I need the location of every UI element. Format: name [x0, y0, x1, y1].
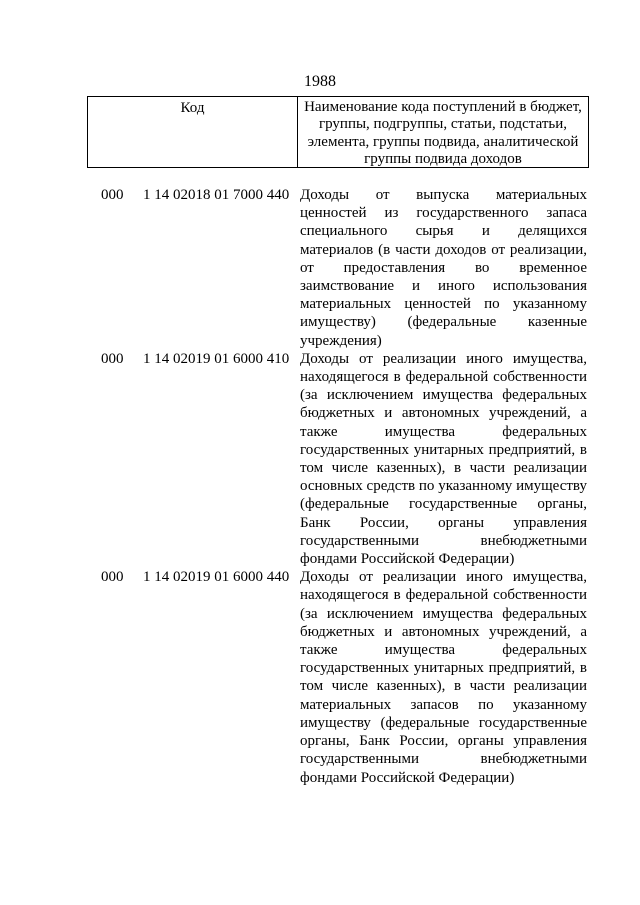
- revenue-description: Доходы от реализации иного имущества, находящегося в федеральной собственности (за исключением имущества федеральных бюджетных и автономных учреждений, а также имущества федеральных государственных унитарных предприятий, в том числе казенных), в части реализации материальных запасов по указанному имуществу (федеральные государственные органы, Банк России, органы управления государственными внебюджетными фондами Российской Федерации): [300, 569, 587, 786]
- table-row: [0, 568, 640, 786]
- revenue-description: Доходы от выпуска материальных ценностей из государственного запаса специального сырья и делящихся материалов (в части доходов от реализации, от предоставления во временное заимствование и иного использования материальных ценностей по указанному имуществу) (федеральные казенные учреждения): [300, 187, 587, 349]
- admin-code: 000: [101, 569, 124, 586]
- table-header: [87, 96, 589, 168]
- page-number: 1988: [304, 73, 336, 90]
- revenue-code-list: [0, 186, 640, 787]
- revenue-description: Доходы от реализации иного имущества, находящегося в федеральной собственности (за исключением имущества федеральных бюджетных и автономных учреждений, а также имущества федеральных государственных унитарных предприятий, в том числе казенных), в части реализации основных средств по указанному имуществу (федеральные государственные органы, Банк России, органы управления государственными внебюджетными фондами Российской Федерации): [300, 350, 587, 568]
- header-code-column: Код: [88, 97, 298, 167]
- revenue-code: 1 14 02019 01 6000 410: [143, 350, 290, 367]
- table-row: [0, 186, 640, 350]
- table-row: [0, 350, 640, 568]
- header-name-column: Наименование кода поступлений в бюджет, группы, подгруппы, статьи, подстатьи, элемента, группы подвида, аналитической группы подвида доходов: [304, 99, 582, 168]
- admin-code: 000: [101, 350, 124, 367]
- revenue-code: 1 14 02018 01 7000 440: [143, 187, 290, 203]
- revenue-code: 1 14 02019 01 6000 440: [143, 569, 290, 586]
- admin-code: 000: [101, 187, 124, 203]
